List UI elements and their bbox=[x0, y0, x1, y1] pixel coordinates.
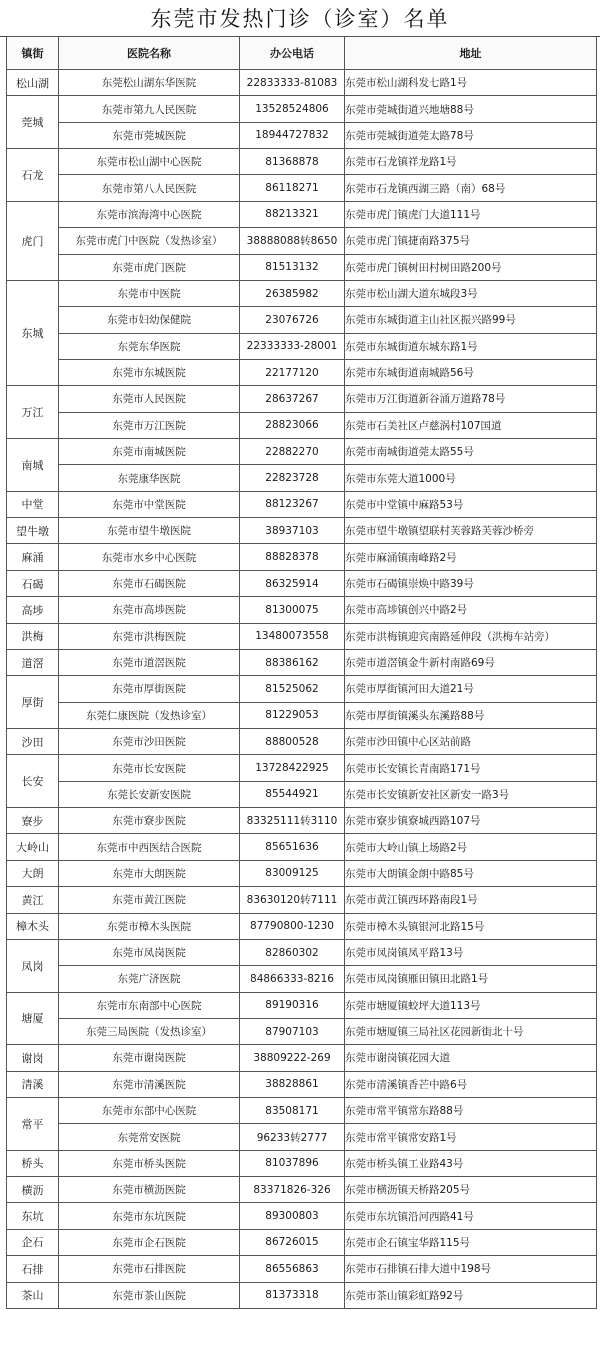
phone-cell: 86118271 bbox=[240, 175, 345, 201]
phone-cell: 13728422925 bbox=[240, 755, 345, 781]
table-row bbox=[7, 465, 597, 491]
phone-cell: 87790800-1230 bbox=[240, 913, 345, 939]
phone-cell: 84866333-8216 bbox=[240, 966, 345, 992]
address-cell: 东莞市企石镇宝华路115号 bbox=[345, 1229, 597, 1255]
phone-cell: 83630120转7111 bbox=[240, 887, 345, 913]
hospital-name-cell: 东莞市第八人民医院 bbox=[59, 175, 240, 201]
address-cell: 东莞市中堂镇中麻路53号 bbox=[345, 491, 597, 517]
town-cell: 道滘 bbox=[7, 649, 59, 675]
phone-cell: 22882270 bbox=[240, 439, 345, 465]
hospital-name-cell: 东莞市中医院 bbox=[59, 280, 240, 306]
address-cell: 东莞市莞城街道兴地塘88号 bbox=[345, 96, 597, 122]
hospital-name-cell: 东莞市虎门医院 bbox=[59, 254, 240, 280]
table-row bbox=[7, 860, 597, 886]
address-cell: 东莞市莞城街道莞太路78号 bbox=[345, 122, 597, 148]
hospital-name-cell: 东莞市中堂医院 bbox=[59, 491, 240, 517]
table-row bbox=[7, 1177, 597, 1203]
address-cell: 东莞市桥头镇工业路43号 bbox=[345, 1150, 597, 1176]
address-cell: 东莞市麻涌镇南峰路2号 bbox=[345, 544, 597, 570]
hospital-name-cell: 东莞市石排医院 bbox=[59, 1256, 240, 1282]
phone-cell: 87907103 bbox=[240, 1018, 345, 1044]
address-cell: 东莞市望牛墩镇望联村芙蓉路芙蓉沙桥旁 bbox=[345, 518, 597, 544]
phone-cell: 22333333-28001 bbox=[240, 333, 345, 359]
table-row bbox=[7, 96, 597, 122]
town-cell: 黄江 bbox=[7, 887, 59, 913]
phone-cell: 22177120 bbox=[240, 359, 345, 385]
hospital-name-cell: 东莞市莞城医院 bbox=[59, 122, 240, 148]
address-cell: 东莞市常平镇常安路1号 bbox=[345, 1124, 597, 1150]
table-row bbox=[7, 755, 597, 781]
address-cell: 东莞市凤岗镇雁田镇田北路1号 bbox=[345, 966, 597, 992]
hospital-name-cell: 东莞市万江医院 bbox=[59, 412, 240, 438]
phone-cell: 23076726 bbox=[240, 307, 345, 333]
phone-cell: 38809222-269 bbox=[240, 1045, 345, 1071]
hospital-name-cell: 东莞市黄江医院 bbox=[59, 887, 240, 913]
table-row bbox=[7, 333, 597, 359]
hospital-name-cell: 东莞市人民医院 bbox=[59, 386, 240, 412]
table-row bbox=[7, 439, 597, 465]
address-cell: 东莞市黄江镇西环路南段1号 bbox=[345, 887, 597, 913]
address-cell: 东莞市东城街道南城路56号 bbox=[345, 359, 597, 385]
phone-cell: 86726015 bbox=[240, 1229, 345, 1255]
phone-cell: 38888088转8650 bbox=[240, 228, 345, 254]
town-cell: 莞城 bbox=[7, 96, 59, 149]
table-row bbox=[7, 676, 597, 702]
phone-cell: 82860302 bbox=[240, 939, 345, 965]
address-cell: 东莞市长安镇长青南路171号 bbox=[345, 755, 597, 781]
town-cell: 清溪 bbox=[7, 1071, 59, 1097]
town-cell: 东坑 bbox=[7, 1203, 59, 1229]
hospital-name-cell: 东莞市妇幼保健院 bbox=[59, 307, 240, 333]
table-row bbox=[7, 887, 597, 913]
table-row bbox=[7, 412, 597, 438]
hospital-name-cell: 东莞市道滘医院 bbox=[59, 649, 240, 675]
table-row bbox=[7, 518, 597, 544]
address-cell: 东莞市东城街道主山社区振兴路99号 bbox=[345, 307, 597, 333]
address-cell: 东莞市大朗镇金朗中路85号 bbox=[345, 860, 597, 886]
town-cell: 茶山 bbox=[7, 1282, 59, 1308]
hospital-name-cell: 东莞市中西医结合医院 bbox=[59, 834, 240, 860]
phone-cell: 81373318 bbox=[240, 1282, 345, 1308]
address-cell: 东莞市凤岗镇凤平路13号 bbox=[345, 939, 597, 965]
hospital-name-cell: 东莞市横沥医院 bbox=[59, 1177, 240, 1203]
phone-cell: 83325111转3110 bbox=[240, 808, 345, 834]
address-cell: 东莞市大岭山镇上场路2号 bbox=[345, 834, 597, 860]
address-cell: 东莞市东坑镇沿河西路41号 bbox=[345, 1203, 597, 1229]
address-cell: 东莞市松山湖科发七路1号 bbox=[345, 70, 597, 96]
phone-cell: 81368878 bbox=[240, 149, 345, 175]
town-cell: 石碣 bbox=[7, 570, 59, 596]
hospital-name-cell: 东莞市谢岗医院 bbox=[59, 1045, 240, 1071]
table-row bbox=[7, 1203, 597, 1229]
hospital-name-cell: 东莞市沙田医院 bbox=[59, 728, 240, 754]
table-row bbox=[7, 544, 597, 570]
address-cell: 东莞市高埗镇创兴中路2号 bbox=[345, 597, 597, 623]
phone-cell: 96233转2777 bbox=[240, 1124, 345, 1150]
hospital-name-cell: 东莞市望牛墩医院 bbox=[59, 518, 240, 544]
phone-cell: 86556863 bbox=[240, 1256, 345, 1282]
phone-cell: 88828378 bbox=[240, 544, 345, 570]
table-row bbox=[7, 623, 597, 649]
town-cell: 虎门 bbox=[7, 201, 59, 280]
hospital-name-cell: 东莞康华医院 bbox=[59, 465, 240, 491]
table-row bbox=[7, 728, 597, 754]
table-row bbox=[7, 597, 597, 623]
table-row bbox=[7, 913, 597, 939]
table-row bbox=[7, 1150, 597, 1176]
hospital-name-cell: 东莞市水乡中心医院 bbox=[59, 544, 240, 570]
phone-cell: 81037896 bbox=[240, 1150, 345, 1176]
hospital-name-cell: 东莞市东南部中心医院 bbox=[59, 992, 240, 1018]
phone-cell: 13528524806 bbox=[240, 96, 345, 122]
phone-cell: 88386162 bbox=[240, 649, 345, 675]
town-cell: 长安 bbox=[7, 755, 59, 808]
town-cell: 万江 bbox=[7, 386, 59, 439]
hospital-name-cell: 东莞市企石医院 bbox=[59, 1229, 240, 1255]
phone-cell: 85544921 bbox=[240, 781, 345, 807]
hospital-name-cell: 东莞市洪梅医院 bbox=[59, 623, 240, 649]
town-cell: 寮步 bbox=[7, 808, 59, 834]
address-cell: 东莞市塘厦镇三局社区花园新街北十号 bbox=[345, 1018, 597, 1044]
page-title: 东莞市发热门诊（诊室）名单 bbox=[0, 0, 600, 37]
town-cell: 樟木头 bbox=[7, 913, 59, 939]
column-header-town: 镇街 bbox=[7, 37, 59, 70]
phone-cell: 28637267 bbox=[240, 386, 345, 412]
town-cell: 大岭山 bbox=[7, 834, 59, 860]
table-row bbox=[7, 966, 597, 992]
phone-cell: 86325914 bbox=[240, 570, 345, 596]
address-cell: 东莞市清溪镇香芒中路6号 bbox=[345, 1071, 597, 1097]
table-body bbox=[7, 70, 597, 1309]
table-row bbox=[7, 570, 597, 596]
table-row bbox=[7, 1071, 597, 1097]
town-cell: 高埗 bbox=[7, 597, 59, 623]
address-cell: 东莞市松山湖大道东城段3号 bbox=[345, 280, 597, 306]
town-cell: 麻涌 bbox=[7, 544, 59, 570]
table-row bbox=[7, 649, 597, 675]
hospital-name-cell: 东莞市南城医院 bbox=[59, 439, 240, 465]
column-header-phone: 办公电话 bbox=[240, 37, 345, 70]
phone-cell: 88123267 bbox=[240, 491, 345, 517]
address-cell: 东莞市洪梅镇迎宾南路延伸段（洪梅车站旁） bbox=[345, 623, 597, 649]
table-row bbox=[7, 1256, 597, 1282]
phone-cell: 83009125 bbox=[240, 860, 345, 886]
town-cell: 东城 bbox=[7, 280, 59, 385]
table-row bbox=[7, 307, 597, 333]
address-cell: 东莞市厚街镇溪头东溪路88号 bbox=[345, 702, 597, 728]
address-cell: 东莞市长安镇新安社区新安一路3号 bbox=[345, 781, 597, 807]
town-cell: 沙田 bbox=[7, 728, 59, 754]
hospital-name-cell: 东莞仁康医院（发热诊室） bbox=[59, 702, 240, 728]
phone-cell: 88213321 bbox=[240, 201, 345, 227]
phone-cell: 83371826-326 bbox=[240, 1177, 345, 1203]
hospital-name-cell: 东莞市大朗医院 bbox=[59, 860, 240, 886]
phone-cell: 81229053 bbox=[240, 702, 345, 728]
table-header-row bbox=[7, 37, 597, 70]
hospital-name-cell: 东莞市高埗医院 bbox=[59, 597, 240, 623]
town-cell: 石龙 bbox=[7, 149, 59, 202]
table-row bbox=[7, 359, 597, 385]
phone-cell: 22823728 bbox=[240, 465, 345, 491]
hospital-name-cell: 东莞松山湖东华医院 bbox=[59, 70, 240, 96]
phone-cell: 89300803 bbox=[240, 1203, 345, 1229]
address-cell: 东莞市石排镇石排大道中198号 bbox=[345, 1256, 597, 1282]
phone-cell: 38937103 bbox=[240, 518, 345, 544]
table-row bbox=[7, 280, 597, 306]
town-cell: 企石 bbox=[7, 1229, 59, 1255]
hospital-name-cell: 东莞东华医院 bbox=[59, 333, 240, 359]
table-row bbox=[7, 1045, 597, 1071]
phone-cell: 13480073558 bbox=[240, 623, 345, 649]
phone-cell: 38828861 bbox=[240, 1071, 345, 1097]
table-row bbox=[7, 1098, 597, 1124]
hospital-name-cell: 东莞市滨海湾中心医院 bbox=[59, 201, 240, 227]
hospital-name-cell: 东莞市东城医院 bbox=[59, 359, 240, 385]
table-row bbox=[7, 1282, 597, 1308]
address-cell: 东莞市虎门镇虎门大道111号 bbox=[345, 201, 597, 227]
address-cell: 东莞市万江街道新谷涌万道路78号 bbox=[345, 386, 597, 412]
address-cell: 东莞市石美社区卢慈涡村107国道 bbox=[345, 412, 597, 438]
table-row bbox=[7, 781, 597, 807]
hospital-name-cell: 东莞长安新安医院 bbox=[59, 781, 240, 807]
table-row bbox=[7, 1018, 597, 1044]
hospital-name-cell: 东莞常安医院 bbox=[59, 1124, 240, 1150]
address-cell: 东莞市沙田镇中心区站前路 bbox=[345, 728, 597, 754]
table-row bbox=[7, 1124, 597, 1150]
town-cell: 厚街 bbox=[7, 676, 59, 729]
address-cell: 东莞市谢岗镇花园大道 bbox=[345, 1045, 597, 1071]
hospital-name-cell: 东莞市石碣医院 bbox=[59, 570, 240, 596]
address-cell: 东莞市厚街镇河田大道21号 bbox=[345, 676, 597, 702]
column-header-hospital: 医院名称 bbox=[59, 37, 240, 70]
phone-cell: 81513132 bbox=[240, 254, 345, 280]
address-cell: 东莞市樟木头镇银河北路15号 bbox=[345, 913, 597, 939]
phone-cell: 26385982 bbox=[240, 280, 345, 306]
address-cell: 东莞市寮步镇寮城西路107号 bbox=[345, 808, 597, 834]
hospital-name-cell: 东莞市桥头医院 bbox=[59, 1150, 240, 1176]
phone-cell: 22833333-81083 bbox=[240, 70, 345, 96]
table-row bbox=[7, 175, 597, 201]
address-cell: 东莞市塘厦镇蛟坪大道113号 bbox=[345, 992, 597, 1018]
phone-cell: 89190316 bbox=[240, 992, 345, 1018]
phone-cell: 85651636 bbox=[240, 834, 345, 860]
address-cell: 东莞市横沥镇天桥路205号 bbox=[345, 1177, 597, 1203]
hospital-name-cell: 东莞市厚街医院 bbox=[59, 676, 240, 702]
town-cell: 望牛墩 bbox=[7, 518, 59, 544]
town-cell: 横沥 bbox=[7, 1177, 59, 1203]
hospital-name-cell: 东莞市寮步医院 bbox=[59, 808, 240, 834]
table-row bbox=[7, 834, 597, 860]
address-cell: 东莞市茶山镇彩虹路92号 bbox=[345, 1282, 597, 1308]
table-row bbox=[7, 254, 597, 280]
hospital-name-cell: 东莞市清溪医院 bbox=[59, 1071, 240, 1097]
address-cell: 东莞市石碣镇崇焕中路39号 bbox=[345, 570, 597, 596]
town-cell: 塘厦 bbox=[7, 992, 59, 1045]
town-cell: 常平 bbox=[7, 1098, 59, 1151]
town-cell: 谢岗 bbox=[7, 1045, 59, 1071]
phone-cell: 88800528 bbox=[240, 728, 345, 754]
table-row bbox=[7, 992, 597, 1018]
table-row bbox=[7, 386, 597, 412]
town-cell: 石排 bbox=[7, 1256, 59, 1282]
table-row bbox=[7, 808, 597, 834]
hospital-name-cell: 东莞市东部中心医院 bbox=[59, 1098, 240, 1124]
table-row bbox=[7, 149, 597, 175]
address-cell: 东莞市南城街道莞太路55号 bbox=[345, 439, 597, 465]
hospital-name-cell: 东莞广济医院 bbox=[59, 966, 240, 992]
table-row bbox=[7, 939, 597, 965]
address-cell: 东莞市东莞大道1000号 bbox=[345, 465, 597, 491]
address-cell: 东莞市石龙镇祥龙路1号 bbox=[345, 149, 597, 175]
hospital-name-cell: 东莞三局医院（发热诊室） bbox=[59, 1018, 240, 1044]
hospital-name-cell: 东莞市虎门中医院（发热诊室） bbox=[59, 228, 240, 254]
address-cell: 东莞市常平镇常东路88号 bbox=[345, 1098, 597, 1124]
table-row bbox=[7, 491, 597, 517]
phone-cell: 83508171 bbox=[240, 1098, 345, 1124]
town-cell: 大朗 bbox=[7, 860, 59, 886]
town-cell: 凤岗 bbox=[7, 939, 59, 992]
table-row bbox=[7, 1229, 597, 1255]
hospital-name-cell: 东莞市长安医院 bbox=[59, 755, 240, 781]
column-header-address: 地址 bbox=[345, 37, 597, 70]
town-cell: 桥头 bbox=[7, 1150, 59, 1176]
town-cell: 洪梅 bbox=[7, 623, 59, 649]
town-cell: 南城 bbox=[7, 439, 59, 492]
address-cell: 东莞市道滘镇金牛新村南路69号 bbox=[345, 649, 597, 675]
table-row bbox=[7, 70, 597, 96]
phone-cell: 18944727832 bbox=[240, 122, 345, 148]
hospital-name-cell: 东莞市茶山医院 bbox=[59, 1282, 240, 1308]
address-cell: 东莞市石龙镇西湖三路（南）68号 bbox=[345, 175, 597, 201]
phone-cell: 81525062 bbox=[240, 676, 345, 702]
town-cell: 中堂 bbox=[7, 491, 59, 517]
table-row bbox=[7, 702, 597, 728]
hospital-name-cell: 东莞市第九人民医院 bbox=[59, 96, 240, 122]
town-cell: 松山湖 bbox=[7, 70, 59, 96]
hospital-name-cell: 东莞市松山湖中心医院 bbox=[59, 149, 240, 175]
table-row bbox=[7, 201, 597, 227]
hospital-name-cell: 东莞市凤岗医院 bbox=[59, 939, 240, 965]
hospital-name-cell: 东莞市东坑医院 bbox=[59, 1203, 240, 1229]
table-row bbox=[7, 228, 597, 254]
phone-cell: 28823066 bbox=[240, 412, 345, 438]
hospital-name-cell: 东莞市樟木头医院 bbox=[59, 913, 240, 939]
address-cell: 东莞市东城街道东城东路1号 bbox=[345, 333, 597, 359]
phone-cell: 81300075 bbox=[240, 597, 345, 623]
address-cell: 东莞市虎门镇捷南路375号 bbox=[345, 228, 597, 254]
table-row bbox=[7, 122, 597, 148]
fever-clinic-table bbox=[6, 36, 597, 1309]
address-cell: 东莞市虎门镇树田村树田路200号 bbox=[345, 254, 597, 280]
